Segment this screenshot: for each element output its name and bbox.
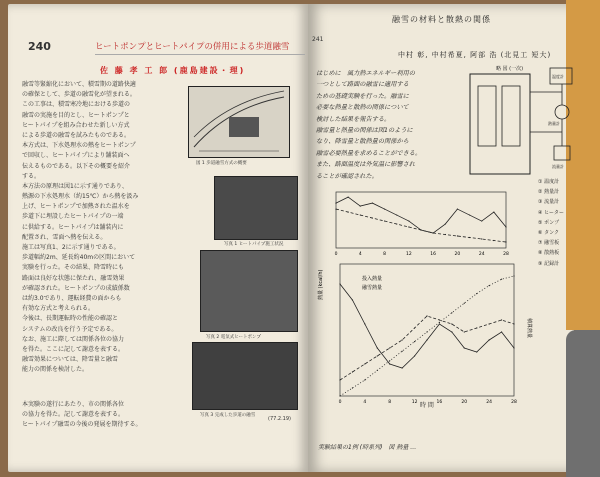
body-text-line: 融雪効果については、降雪量と融雪 [22, 356, 118, 364]
data-point [481, 220, 482, 221]
x-tick-label: 24 [486, 400, 493, 405]
series-line-0 [340, 284, 514, 368]
data-point [481, 238, 482, 239]
photo-3 [192, 342, 298, 410]
plot-frame [340, 264, 514, 396]
x-tick-label: 12 [411, 400, 418, 405]
right-caption: 実験結果の1例 (時系列) 図 熱量 … [318, 444, 417, 451]
left-page-number: 240 [28, 40, 51, 53]
data-point [408, 226, 409, 227]
title-rule [95, 54, 305, 55]
x-axis-label: 時 間 [420, 402, 434, 409]
data-point [451, 312, 452, 313]
body-text-line: 融雪等緊縮化において、積雪期の道路快適 [22, 81, 136, 88]
x-tick-label: 4 [358, 252, 362, 257]
data-point [377, 347, 378, 348]
body-text-line: この工事は、積雪寒冷地における歩道の [22, 101, 131, 109]
body-text-line: 路面は良好な状態に保たれ、融雪効果 [22, 274, 125, 282]
data-point [489, 339, 490, 340]
x-tick-label: 28 [511, 400, 517, 405]
plot-frame [336, 192, 506, 248]
data-point [348, 196, 349, 197]
body-text-line: 施工は写真1、2に示す通りである。 [22, 244, 120, 251]
handwritten-text-line: 検討した結果を報告する。 [316, 115, 391, 123]
data-point [451, 331, 452, 332]
legend-line: ③ 流量計 [538, 199, 560, 206]
data-point [408, 220, 409, 221]
handwritten-text-line: はじめに 風力熱エネルギー利用の [316, 70, 415, 77]
data-point [464, 331, 465, 332]
caption-figure-1: 図 1 歩道融雪方式の概要 [196, 161, 247, 166]
diagram-label-0: 温度計 [552, 74, 564, 79]
data-point [426, 315, 427, 316]
caption-photo-2: 写真 2 電気式ヒートポンプ [206, 335, 262, 340]
diagram-legend [538, 178, 578, 270]
data-point [402, 367, 403, 368]
data-point [396, 223, 397, 224]
data-point [402, 339, 403, 340]
data-point [489, 285, 490, 286]
data-point [402, 351, 403, 352]
x-tick-label: 28 [503, 252, 509, 257]
body-text-line: 実験を行った。その結果、降雪時にも [22, 264, 125, 272]
x-tick-label: 16 [430, 252, 437, 257]
data-point [469, 237, 470, 238]
x-tick-label: 0 [334, 252, 338, 257]
data-point [439, 322, 440, 323]
left-author: 佐 藤 孝 工 郎 (鹿島建設・理) [100, 66, 246, 75]
footer-text-line: ヒートパイプ融雪の今後の発展を期待する。 [22, 421, 142, 429]
body-text-line: 能力の関係を検討した。 [22, 366, 89, 374]
data-point [335, 208, 336, 209]
data-point [489, 323, 490, 324]
data-point [505, 226, 506, 227]
series-line-1 [336, 209, 506, 242]
handwritten-text-line: 融雪必要熱量を求めることができる。 [316, 149, 422, 157]
data-point [372, 217, 373, 218]
right-authors: 中村 彰, 中村希夏, 阿部 浩 (北見工 短大) [398, 51, 552, 59]
photo-1 [214, 176, 298, 240]
data-point [433, 232, 434, 233]
data-point [426, 339, 427, 340]
chart-top [316, 188, 526, 258]
diagram-title: 略 図 (一次) [496, 66, 524, 72]
x-tick-label: 20 [461, 400, 468, 405]
data-point [426, 331, 427, 332]
data-point [451, 323, 452, 324]
diagram-label-2: 流量計 [552, 164, 564, 169]
handwritten-text-line: ための基礎実験を行った。融雪に [316, 92, 409, 100]
caption-photo-1: 写真 1 ヒートパイプ施工状況 [224, 242, 284, 247]
x-tick-label: 4 [363, 400, 367, 405]
left-footer-text [22, 400, 192, 431]
body-text-line: 融雪の実施を目的とし、ヒートポンプと [22, 111, 130, 119]
data-point [513, 347, 514, 348]
right-article-title: 融雪の材料と散熱の関係 [392, 15, 491, 24]
body-text-line: による歩道の融雪を試みたものである。 [22, 131, 131, 139]
data-point [420, 229, 421, 230]
data-point [348, 211, 349, 212]
data-point [377, 370, 378, 371]
data-point [352, 387, 353, 388]
body-text-line: 本方式は、下水処理水の熱をヒートポンプ [22, 142, 136, 150]
data-point [457, 208, 458, 209]
body-text-line: 歩道下に埋設したヒートパイプの一端 [22, 213, 124, 221]
legend-line: ⑧ 散熱板 [538, 250, 560, 257]
body-text-line: 歩道幅約2m、延長約40mの区間において [22, 254, 136, 262]
data-point [352, 299, 353, 300]
data-point [389, 360, 390, 361]
data-point [339, 379, 340, 380]
legend-line: ② 熱量計 [538, 189, 560, 196]
data-point [457, 235, 458, 236]
legend-line: ⑤ ポンプ [538, 219, 560, 226]
legend-line: ⑨ 記録計 [538, 260, 560, 267]
data-point [384, 208, 385, 209]
data-point [476, 351, 477, 352]
legend-line: ⑥ タンク [538, 229, 559, 236]
data-point [360, 214, 361, 215]
footer-text-line: の協力を得た。記して謝意を表する。 [22, 411, 125, 419]
legend-line: ⑦ 融雪板 [538, 240, 560, 247]
body-text-line: 本方法の原理は図1に示す通りであり、 [22, 182, 128, 190]
data-point [501, 331, 502, 332]
data-point [493, 240, 494, 241]
body-text-line: で回収し、ヒートパイプにより舗装面へ [22, 152, 130, 160]
data-point [505, 241, 506, 242]
body-text-line: なお、施工に際しては関係各位の協力 [22, 335, 125, 343]
handwritten-text-line: 必要な熱量と散熱の関係について [316, 104, 409, 112]
data-point [476, 327, 477, 328]
right-page-number: 241 [312, 36, 324, 43]
data-point [414, 327, 415, 328]
body-text-line: に供給する。ヒートパイプは舗装内に [22, 223, 124, 231]
body-text-line: の確保として、歩道の融雪化が望まれる。 [22, 91, 136, 99]
data-point [339, 283, 340, 284]
data-point [396, 214, 397, 215]
data-point [493, 211, 494, 212]
data-point [364, 323, 365, 324]
data-point [439, 323, 440, 324]
data-point [501, 279, 502, 280]
data-point [513, 275, 514, 276]
body-text-line: 有効な方式と考えられる。 [22, 305, 95, 313]
data-point [464, 347, 465, 348]
body-text-line: システムの改良を行う予定である。 [22, 325, 118, 333]
legend-line: ① 温度計 [538, 179, 560, 185]
data-point [364, 379, 365, 380]
data-point [384, 220, 385, 221]
photo-2 [200, 250, 298, 332]
data-point [339, 395, 340, 396]
handwritten-text-line: 一つとして路面の融雪に適用する [316, 81, 409, 89]
right-handwritten-text [316, 68, 466, 182]
figure-1-diagram [188, 86, 290, 158]
data-point [377, 355, 378, 356]
data-point [464, 303, 465, 304]
data-point [439, 319, 440, 320]
x-tick-label: 8 [383, 252, 387, 257]
footer-text-line: 本実験の遂行にあたり、市の関係各位 [22, 401, 125, 408]
left-date-note: (77.2.19) [268, 416, 291, 422]
x-tick-label: 20 [454, 252, 461, 257]
caption-photo-3: 写真 3 完成した歩道の融雪 [200, 413, 256, 418]
body-text-line: が確認された。ヒートポンプの成績係数 [22, 284, 130, 292]
legend-line: ④ ヒーター [538, 209, 564, 216]
body-text-line: 熱源の下水処理水（約15℃）から熱を汲み [22, 193, 139, 201]
body-text-line: 上げ、ヒートポンプで加熱された温水を [22, 203, 130, 211]
body-text-line: 配置され、雪面へ熱を伝える。 [22, 233, 107, 241]
data-point [389, 363, 390, 364]
apparatus-diagram [466, 62, 576, 180]
data-point [364, 363, 365, 364]
y2-axis-label: 積算熱量 [526, 318, 532, 339]
data-point [445, 234, 446, 235]
x-tick-label: 16 [436, 400, 443, 405]
data-point [513, 323, 514, 324]
body-text-line: する。 [22, 172, 41, 180]
diagram-label-1: 熱量計 [548, 121, 560, 126]
data-point [445, 223, 446, 224]
handwritten-text-line: ることが確認された。 [316, 172, 378, 180]
data-point [469, 214, 470, 215]
x-tick-label: 0 [338, 400, 342, 405]
chart-legend-entry: 融雪熱量 [362, 285, 383, 291]
series-line-2 [340, 276, 514, 396]
data-point [414, 355, 415, 356]
handwritten-text-line: なり、降雪量と散熱量の関係から [316, 138, 409, 146]
data-point [352, 371, 353, 372]
left-body-text [22, 80, 182, 375]
data-point [389, 347, 390, 348]
body-text-line: は約3.0であり、運転経費の面からも [22, 294, 122, 302]
chart-bottom [316, 258, 534, 408]
data-point [414, 341, 415, 342]
body-text-line: 伝えるものである。以下その概要を紹介 [22, 162, 131, 170]
data-point [501, 319, 502, 320]
body-text-line: 今後は、長期運転時の性能の確認と [22, 315, 119, 323]
data-point [360, 205, 361, 206]
left-article-title: ヒートポンプとヒートパイプの併用による歩道融雪 [95, 42, 290, 52]
body-text-line: ヒートパイプを組み合わせた新しい方式 [22, 121, 130, 129]
handwritten-text-line: また、路面温度は外気温に影響され [316, 161, 415, 169]
chart-legend-entry: 投入熱量 [362, 276, 383, 282]
data-point [372, 202, 373, 203]
data-point [335, 202, 336, 203]
data-point [476, 293, 477, 294]
body-text-line: を得た。ここに記して謝意を表する。 [22, 345, 125, 353]
y-axis-label: 熱量 (kcal/h) [318, 269, 324, 300]
x-tick-label: 8 [388, 400, 392, 405]
x-tick-label: 24 [478, 252, 485, 257]
handwritten-text-line: 融雪量と熱量の関係は図1のように [316, 126, 413, 134]
x-tick-label: 12 [405, 252, 412, 257]
stone-object [566, 330, 600, 477]
